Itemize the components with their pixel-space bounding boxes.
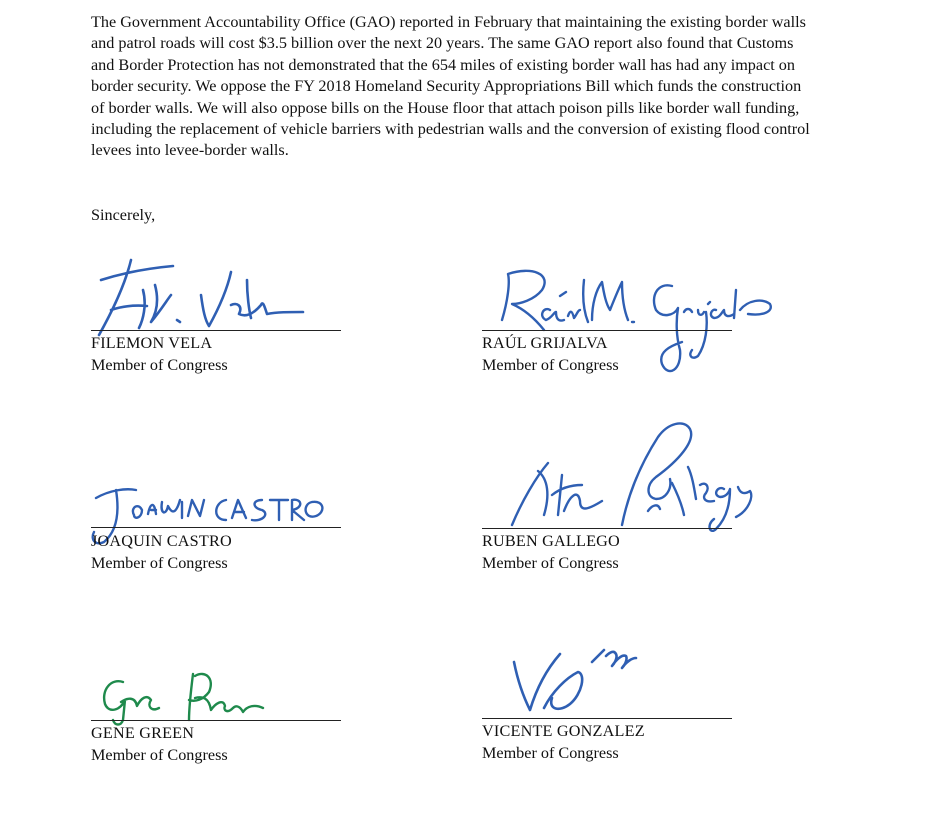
signature-line xyxy=(91,527,341,528)
signature-line xyxy=(91,330,341,331)
signatory-title: Member of Congress xyxy=(91,356,228,374)
signature-line xyxy=(482,718,732,719)
letter-closing: Sincerely, xyxy=(91,206,156,224)
signatory-name: RUBEN GALLEGO xyxy=(482,532,620,550)
signatory-title: Member of Congress xyxy=(482,554,619,572)
signatory-name: FILEMON VELA xyxy=(91,334,213,352)
signatory-name: RAÚL GRIJALVA xyxy=(482,334,608,352)
signature-line xyxy=(482,528,732,529)
signatory-title: Member of Congress xyxy=(482,744,619,762)
letter-body-paragraph: The Government Accountability Office (GAO) reported in February that maintaining the existing border walls and patrol roads will cost $3.5 billion over the next 20 years. The same GAO report also found that Customs and Border Protection has not demonstrated that the 654 miles of existing border wall has had any impact on border security. We oppose the FY 2018 Homeland Security Appropriations Bill which funds the construction of border walls. We will also oppose bills on the House floor that attach poison pills like border wall funding, including the replacement of vehicle barriers with pedestrian walls and the conversion of existing flood control levees into levee-border walls. xyxy=(91,13,810,160)
signatory-name: GENE GREEN xyxy=(91,724,195,742)
handwritten-signature-gonzalez xyxy=(482,632,682,722)
signatory-title: Member of Congress xyxy=(482,356,619,374)
signature-line xyxy=(482,330,732,331)
signatory-name: JOAQUIN CASTRO xyxy=(91,532,232,550)
signatory-name: VICENTE GONZALEZ xyxy=(482,722,645,740)
signature-line xyxy=(91,720,341,721)
signatory-title: Member of Congress xyxy=(91,554,228,572)
signatory-title: Member of Congress xyxy=(91,746,228,764)
